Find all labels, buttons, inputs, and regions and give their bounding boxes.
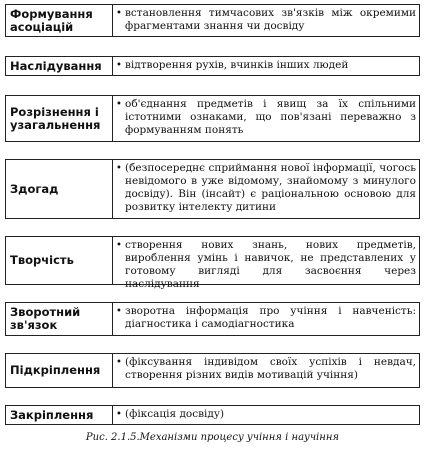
mechanism-term: Зворотний зв'язок: [6, 303, 113, 335]
bullet-icon: •: [116, 8, 122, 19]
mechanism-definition-text: створення нових знань, нових предметів, вироблення умінь і навичок, не представлених у готовому вигляді для засвоєння через наслідування: [125, 239, 416, 290]
mechanism-term: Закріплення: [6, 406, 113, 424]
mechanism-definition-text: відтворення рухів, вчинків інших людей: [125, 59, 349, 71]
mechanism-row: [5, 4, 420, 37]
mechanism-definition: [113, 303, 419, 335]
mechanism-definition: [113, 354, 419, 387]
mechanism-term: Формування асоціацій: [6, 5, 113, 36]
mechanism-definition: [113, 5, 419, 36]
mechanism-definition: [113, 160, 419, 218]
mechanism-row: [5, 302, 420, 336]
mechanism-row: [5, 353, 420, 388]
mechanism-term: Розрізнення і узагальнення: [6, 96, 113, 141]
figure-caption: Рис. 2.1.5.Механізми процесу учіння і научіння: [85, 432, 340, 443]
bullet-icon: •: [116, 357, 122, 368]
mechanism-row: [5, 56, 420, 76]
mechanism-row: [5, 159, 420, 219]
mechanism-definition: [113, 96, 419, 141]
mechanism-definition-text: (фіксування індивідом своїх успіхів і невдач, створення різних видів мотивацій учіння): [125, 356, 416, 381]
mechanism-definition: [113, 406, 419, 424]
mechanism-definition: [113, 57, 419, 75]
mechanism-term: Наслідування: [6, 57, 113, 75]
bullet-icon: •: [116, 163, 122, 174]
mechanism-definition-text: об'єднання предметів і явищ за їх спільними істотними ознаками, що пов'язані переважно з формуванням понять: [125, 98, 416, 136]
mechanism-definition-text: (безпосереднє сприймання нової інформації, чогось невідомого в уже відомому, знайомому з минулого досвіду). Він (інсайт) є раціональною основою для розвитку інтелекту дитини: [125, 162, 416, 213]
mechanism-term: Підкріплення: [6, 354, 113, 387]
mechanism-row: [5, 405, 420, 425]
bullet-icon: •: [116, 409, 122, 420]
mechanism-definition-text: (фіксація досвіду): [125, 408, 225, 420]
bullet-icon: •: [116, 60, 122, 71]
bullet-icon: •: [116, 240, 122, 251]
mechanism-definition-text: зворотна інформація про учіння і навченість: діагностика і самодіагностика: [125, 305, 416, 330]
bullet-icon: •: [116, 99, 122, 110]
mechanism-term: Творчість: [6, 237, 113, 284]
bullet-icon: •: [116, 306, 122, 317]
mechanism-definition-text: встановлення тимчасових зв'язків між окремими фрагментами знання чи досвіду: [125, 7, 416, 32]
mechanism-row: [5, 236, 420, 290]
mechanism-row: [5, 95, 420, 142]
mechanism-definition: [113, 237, 419, 290]
mechanism-term: Здогад: [6, 160, 113, 218]
